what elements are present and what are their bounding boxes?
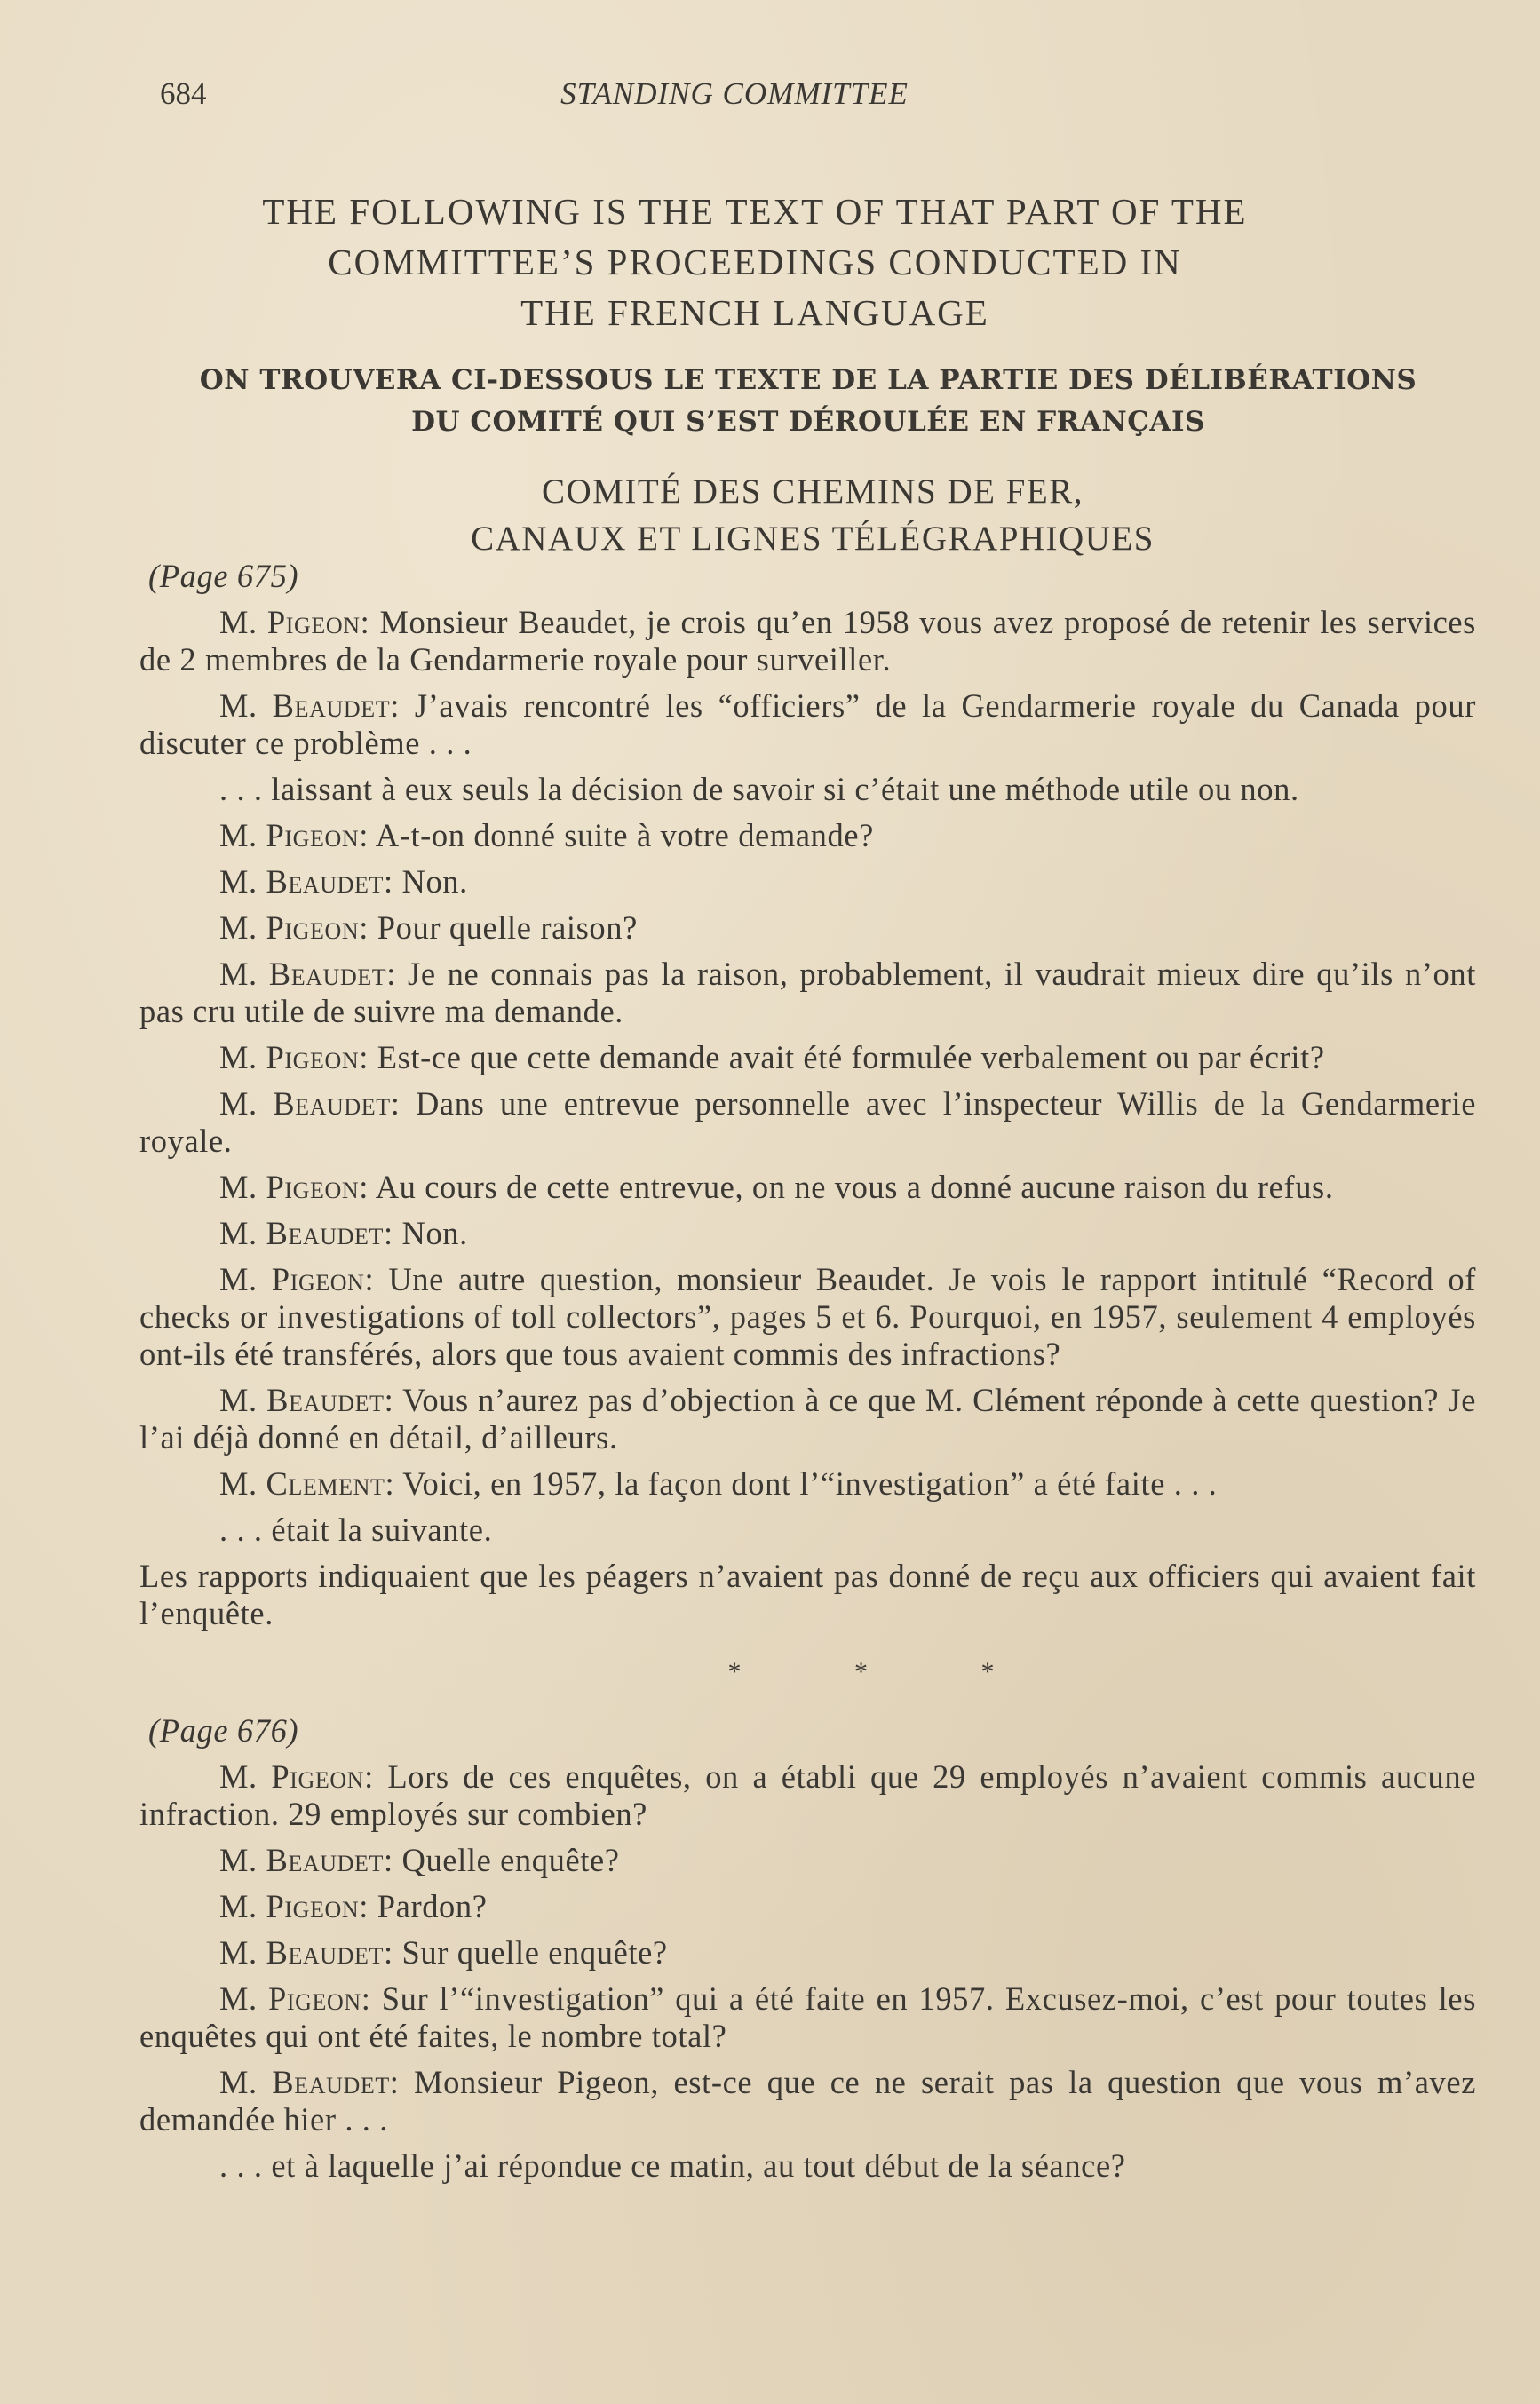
- transcript-paragraph: [139, 863, 1476, 901]
- transcript-paragraph: [139, 1980, 1476, 2055]
- speaker-name: M. Beaudet:: [219, 1934, 393, 1971]
- transcript-paragraph: [139, 1085, 1476, 1160]
- speaker-name: M. Pigeon:: [219, 1169, 369, 1205]
- running-head: [160, 76, 1425, 121]
- speaker-name: M. Beaudet:: [219, 1215, 393, 1251]
- transcript-paragraph: [139, 1169, 1476, 1206]
- transcript-paragraph: [139, 1842, 1476, 1879]
- transcript-paragraph: [139, 771, 1476, 808]
- speech-text: Pour quelle raison?: [369, 909, 638, 946]
- speech-text: Monsieur Beaudet, je crois qu’en 1958 vous avez proposé de retenir les services de 2 membres de la Gendarmerie royale pour surveiller.: [139, 604, 1476, 678]
- speech-text: Non.: [393, 863, 468, 900]
- transcript-paragraph: [139, 1215, 1476, 1252]
- speech-text: Au cours de cette entrevue, on ne vous a donné aucune raison du refus.: [369, 1169, 1334, 1205]
- english-heading-line: THE FOLLOWING IS THE TEXT OF THAT PART OF THE: [262, 191, 1248, 232]
- committee-heading-line: COMITÉ DES CHEMINS DE FER,: [542, 472, 1084, 511]
- speech-text: J’avais rencontré les “officiers” de la Gendarmerie royale du Canada pour discuter ce problème . . .: [139, 687, 1476, 761]
- speaker-name: M. Pigeon:: [219, 909, 369, 946]
- transcript-paragraph: [139, 1758, 1476, 1833]
- speech-text: Sur quelle enquête?: [393, 1934, 668, 1971]
- french-heading-line: ON TROUVERA CI-DESSOUS LE TEXTE DE LA PARTIE DES DÉLIBÉRATIONS: [199, 364, 1417, 396]
- speaker-name: M. Pigeon:: [219, 1758, 374, 1795]
- speech-text: . . . laissant à eux seuls la décision de savoir si c’était une méthode utile ou non.: [219, 771, 1299, 807]
- transcript-paragraph: [139, 817, 1476, 854]
- english-heading: [178, 186, 1332, 338]
- speech-text: . . . était la suivante.: [219, 1511, 493, 1548]
- speaker-name: M. Beaudet:: [219, 687, 400, 724]
- transcript-paragraph: [139, 1465, 1476, 1503]
- speech-text: Sur l’“investigation” qui a été faite en 1957. Excusez-moi, c’est pour toutes les enquêtes qui ont été faites, le nombre total?: [139, 1980, 1477, 2054]
- transcript-body: [139, 558, 1476, 2194]
- speaker-name: M. Clement:: [219, 1465, 395, 1502]
- transcript-paragraph: [139, 687, 1476, 762]
- speech-text: Une autre question, monsieur Beaudet. Je vois le rapport intitulé “Record of checks or investigations of toll collectors”, pages 5 et 6. Pourquoi, en 1957, seulement 4 employés ont-ils été transférés, alors que tous avaient commis des infractions?: [139, 1261, 1476, 1372]
- speaker-name: M. Pigeon:: [219, 1039, 369, 1075]
- transcript-paragraph: [139, 956, 1476, 1030]
- transcript-paragraph: [139, 1382, 1476, 1456]
- transcript-paragraph: [139, 2064, 1476, 2138]
- speaker-name: M. Beaudet:: [219, 956, 397, 992]
- transcript-section-1: [139, 604, 1476, 1549]
- speaker-name: M. Beaudet:: [219, 1842, 393, 1878]
- closing-paragraph: Les rapports indiquaient que les péagers n’avaient pas donné de reçu aux officiers qui avaient fait l’enquête.: [139, 1558, 1476, 1631]
- transcript-paragraph: [139, 1511, 1476, 1549]
- page-reference: (Page 675): [148, 558, 299, 594]
- speech-text: A-t-on donné suite à votre demande?: [369, 817, 874, 853]
- section-separator: * * *: [727, 1657, 1048, 1686]
- speech-text: Quelle enquête?: [393, 1842, 620, 1878]
- speaker-name: M. Pigeon:: [219, 604, 370, 640]
- transcript-paragraph: [139, 909, 1476, 947]
- speech-text: Non.: [393, 1215, 468, 1251]
- page-reference: (Page 676): [148, 1712, 299, 1749]
- speaker-name: M. Beaudet:: [219, 2064, 400, 2100]
- speaker-name: M. Pigeon:: [219, 1888, 369, 1924]
- speech-text: Voici, en 1957, la façon dont l’“investigation” a été faite . . .: [394, 1465, 1218, 1502]
- transcript-section-2: [139, 1758, 1476, 2185]
- english-heading-line: COMMITTEE’S PROCEEDINGS CONDUCTED IN: [328, 242, 1182, 282]
- speaker-name: M. Pigeon:: [219, 1261, 375, 1297]
- transcript-paragraph: [139, 604, 1476, 678]
- transcript-paragraph: [139, 1888, 1476, 1925]
- french-heading-line: DU COMITÉ QUI S’EST DÉROULÉE EN FRANÇAIS: [411, 406, 1205, 438]
- committee-heading: [178, 468, 1448, 562]
- speech-text: Monsieur Pigeon, est-ce que ce ne serait pas la question que vous m’avez demandée hier . . .: [139, 2064, 1477, 2138]
- speech-text: Pardon?: [369, 1888, 488, 1924]
- speaker-name: M. Beaudet:: [219, 1382, 394, 1418]
- french-heading: [160, 360, 1457, 443]
- speaker-name: M. Pigeon:: [219, 817, 369, 853]
- english-heading-line: THE FRENCH LANGUAGE: [520, 292, 989, 333]
- speaker-name: M. Pigeon:: [219, 1980, 371, 2017]
- speech-text: . . . et à laquelle j’ai répondue ce matin, au tout début de la séance?: [219, 2147, 1126, 2184]
- speaker-name: M. Beaudet:: [219, 1085, 401, 1122]
- committee-heading-line: CANAUX ET LIGNES TÉLÉGRAPHIQUES: [471, 520, 1155, 558]
- speech-text: Vous n’aurez pas d’objection à ce que M. Clément réponde à cette question? Je l’ai déjà donné en détail, d’ailleurs.: [139, 1382, 1477, 1456]
- speech-text: Est-ce que cette demande avait été formulée verbalement ou par écrit?: [369, 1039, 1325, 1075]
- page-number: 684: [160, 76, 207, 111]
- running-head-title: STANDING COMMITTEE: [560, 76, 909, 111]
- transcript-paragraph: [139, 1039, 1476, 1076]
- speaker-name: M. Beaudet:: [219, 863, 393, 900]
- speech-text: Dans une entrevue personnelle avec l’inspecteur Willis de la Gendarmerie royale.: [139, 1085, 1476, 1159]
- transcript-paragraph: [139, 1261, 1476, 1373]
- transcript-paragraph: [139, 1934, 1476, 1972]
- speech-text: Je ne connais pas la raison, probablement, il vaudrait mieux dire qu’ils n’ont pas cru utile de suivre ma demande.: [139, 956, 1476, 1029]
- transcript-paragraph: [139, 2147, 1476, 2185]
- speech-text: Lors de ces enquêtes, on a établi que 29 employés n’avaient commis aucune infraction. 29 employés sur combien?: [139, 1758, 1476, 1832]
